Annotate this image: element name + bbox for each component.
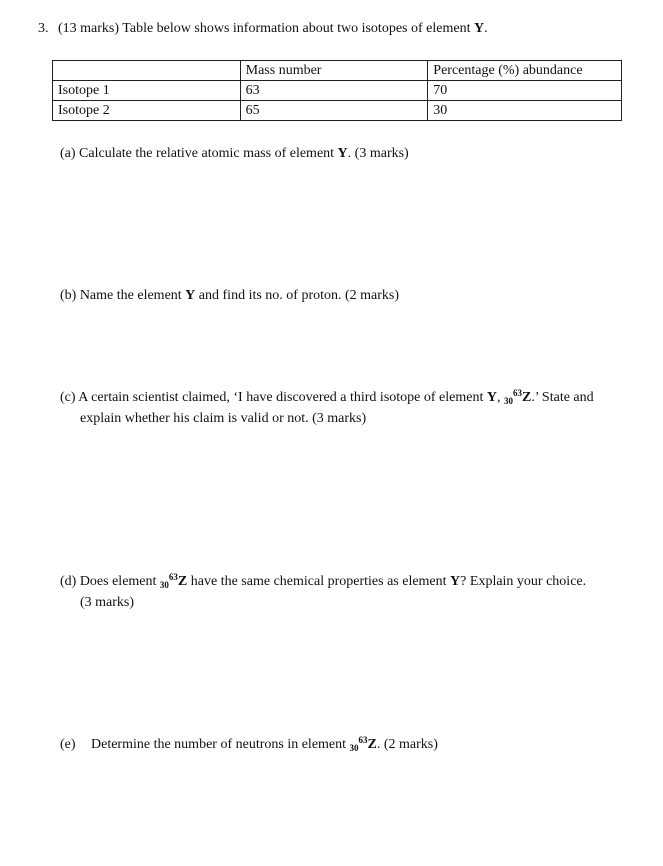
mass-number: 63 xyxy=(168,572,178,582)
table-row xyxy=(53,81,622,101)
table-cell: Isotope 2 xyxy=(53,101,241,121)
isotope-notation xyxy=(350,737,377,752)
isotope-symbol: Z xyxy=(177,574,188,589)
table-cell: 63 xyxy=(240,81,428,101)
element-symbol: Y xyxy=(450,574,461,589)
part-c-question-line1: (c) A certain scientist claimed, ‘I have discovered a third isotope of element Y, $_{30}^{63}$Z.’ State and xyxy=(60,388,594,406)
part-e-question: (e) Determine the number of neutrons in element $_{30}^{63}$Z. (2 marks) xyxy=(60,735,438,753)
question-header xyxy=(38,21,488,37)
table-row xyxy=(53,101,622,121)
atomic-number: 30 xyxy=(159,580,169,590)
table-header-row xyxy=(53,61,622,81)
question-intro: (13 marks) Table below shows information about two isotopes of element Y. xyxy=(58,21,488,36)
part-b-question: (b) Name the element Y and find its no. of proton. (2 marks) xyxy=(60,288,400,303)
table-cell: 65 xyxy=(240,101,428,121)
part-d-question-line1: (d) Does element $_{30}^{63}$Z have the same chemical properties as element Y? Explain your choice. xyxy=(60,572,587,590)
isotope-symbol: Z xyxy=(521,390,532,405)
isotope-notation xyxy=(160,574,187,589)
table-header-cell xyxy=(53,61,241,81)
isotope-symbol: Z xyxy=(367,737,377,752)
part-e-label: (e) xyxy=(60,737,76,752)
table-cell: 30 xyxy=(428,101,622,121)
mass-number: 63 xyxy=(512,388,522,398)
isotope-notation xyxy=(504,390,531,405)
table-cell: 70 xyxy=(428,81,622,101)
table-header-cell: Mass number xyxy=(240,61,428,81)
part-c-question-line2: explain whether his claim is valid or not. (3 marks) xyxy=(80,411,367,426)
part-d-question-line2: (3 marks) xyxy=(80,595,135,610)
mass-number: 63 xyxy=(358,735,368,745)
table-cell: Isotope 1 xyxy=(53,81,241,101)
element-symbol: Y xyxy=(337,146,348,161)
element-symbol: Y xyxy=(185,288,196,303)
isotope-table xyxy=(52,60,622,121)
element-symbol: Y xyxy=(473,21,485,36)
atomic-number: 30 xyxy=(349,743,359,753)
part-a-question: (a) Calculate the relative atomic mass of element Y. (3 marks) xyxy=(60,146,409,161)
question-number: 3. xyxy=(38,21,49,36)
atomic-number: 30 xyxy=(503,396,513,406)
table-header-cell: Percentage (%) abundance xyxy=(428,61,622,81)
element-symbol: Y xyxy=(486,390,497,405)
